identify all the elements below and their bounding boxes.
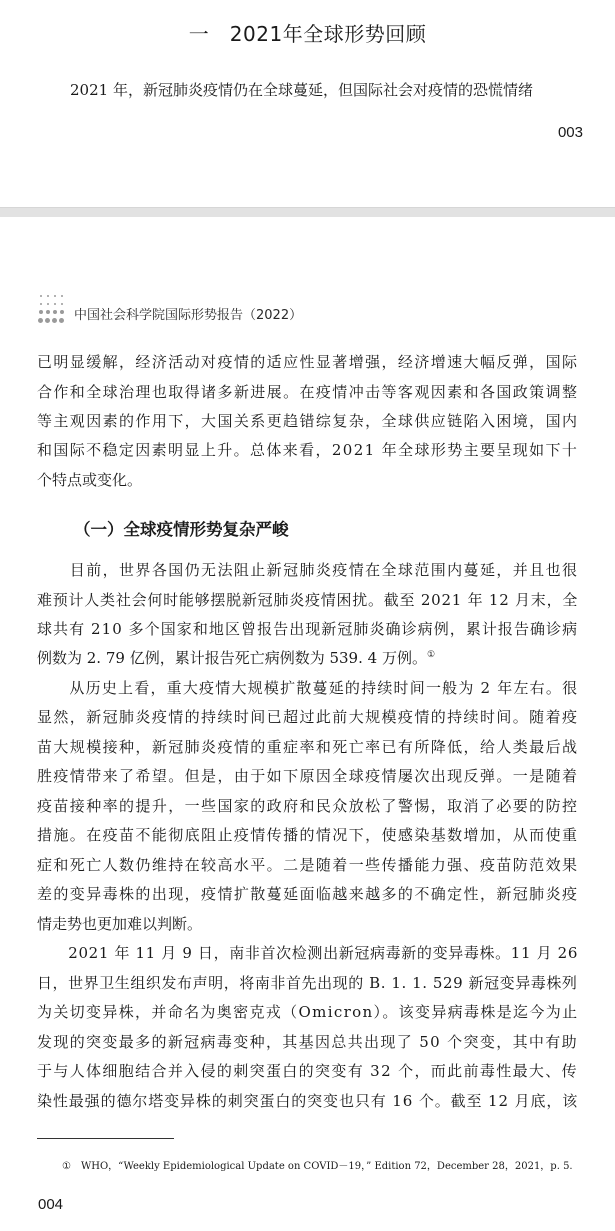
- running-header-dots-icon: [37, 295, 65, 329]
- body-line: 目前，世界各国仍无法阻止新冠肺炎疫情在全球范围内蔓延，并且也很: [37, 561, 579, 579]
- body-line: 差的变异毒株的出现，疫情扩散蔓延面临越来越多的不确定性，新冠肺炎疫: [37, 885, 579, 903]
- body-line: 措施。在疫苗不能彻底阻止疫情传播的情况下，使感染基数增加，从而使重: [37, 826, 579, 844]
- body-line: 情走势也更加难以判断。: [37, 915, 203, 933]
- body-line: 合作和全球治理也取得诸多新进展。在疫情冲击等客观因素和各国政策调整: [37, 383, 579, 401]
- body-line: 从历史上看，重大疫情大规模扩散蔓延的持续时间一般为 2 年左右。很: [37, 679, 579, 697]
- carry-over-text: 2021 年，新冠肺炎疫情仍在全球蔓延，但国际社会对疫情的恐慌情绪: [70, 81, 533, 99]
- body-line: 症和死亡人数仍维持在较高水平。二是随着一些传播能力强、疫苗防范效果: [37, 856, 579, 874]
- section-title: （一）全球疫情形势复杂严峻: [74, 520, 289, 539]
- body-line: 染性最强的德尔塔变异株的刺突蛋白的突变也只有 16 个。截至 12 月底，该: [37, 1092, 579, 1110]
- body-line: 显然，新冠肺炎疫情的持续时间已超过此前大规模疫情的持续时间。随着疫: [37, 708, 579, 726]
- previous-page: [0, 0, 615, 207]
- page-number-bottom: 004: [38, 1196, 64, 1213]
- body-line: 等主观因素的作用下，大国关系更趋错综复杂，全球供应链陷入困境，国内: [37, 412, 579, 430]
- body-line: 难预计人类社会何时能够摆脱新冠肺炎疫情困扰。截至 2021 年 12 月末，全: [37, 591, 579, 609]
- footnote-marker[interactable]: ①: [426, 650, 436, 660]
- body-line: 胜疫情带来了希望。但是，由于如下原因全球疫情屡次出现反弹。一是随着: [37, 767, 579, 785]
- page-number-top: 003: [557, 124, 583, 141]
- body-line-with-footnote: [37, 651, 435, 666]
- body-line: 已明显缓解，经济活动对疫情的适应性显著增强，经济增速大幅反弹，国际: [37, 353, 579, 371]
- body-line: 个特点或变化。: [37, 471, 143, 489]
- chapter-title: 一 2021年全球形势回顾: [188, 22, 427, 46]
- footnote-divider: [37, 1138, 174, 1139]
- body-line-text: 例数为 2. 79 亿例，累计报告死亡病例数为 539. 4 万例。: [37, 649, 427, 667]
- body-line: 2021 年 11 月 9 日，南非首次检测出新冠病毒新的变异毒株。11 月 26: [37, 944, 579, 962]
- body-line: 球共有 210 多个国家和地区曾报告出现新冠肺炎确诊病例，累计报告确诊病: [37, 620, 579, 638]
- footnote: ① WHO，“Weekly Epidemiological Update on COVID－19，” Edition 72，December 28，2021，p. 5.: [62, 1161, 573, 1172]
- running-header: 中国社会科学院国际形势报告（2022）: [74, 308, 303, 323]
- body-line: 苗大规模接种，新冠肺炎疫情的重症率和死亡率已有所降低，给人类最后战: [37, 738, 579, 756]
- body-line: 和国际不稳定因素明显上升。总体来看，2021 年全球形势主要呈现如下十: [37, 441, 579, 459]
- body-line: 于与人体细胞结合并入侵的刺突蛋白的突变有 32 个，而此前毒性最大、传: [37, 1062, 578, 1080]
- body-line: 为关切变异株，并命名为奥密克戎（Omicron）。该变异病毒株是迄今为止: [37, 1003, 579, 1021]
- body-line: 发现的突变最多的新冠病毒变种，其基因总共出现了 50 个突变，其中有助: [37, 1033, 578, 1051]
- body-line: 日，世界卫生组织发布声明，将南非首先出现的 B. 1. 1. 529 新冠变异毒株列: [37, 974, 578, 992]
- body-line: 疫苗接种率的提升，一些国家的政府和民众放松了警惕，取消了必要的防控: [37, 797, 579, 815]
